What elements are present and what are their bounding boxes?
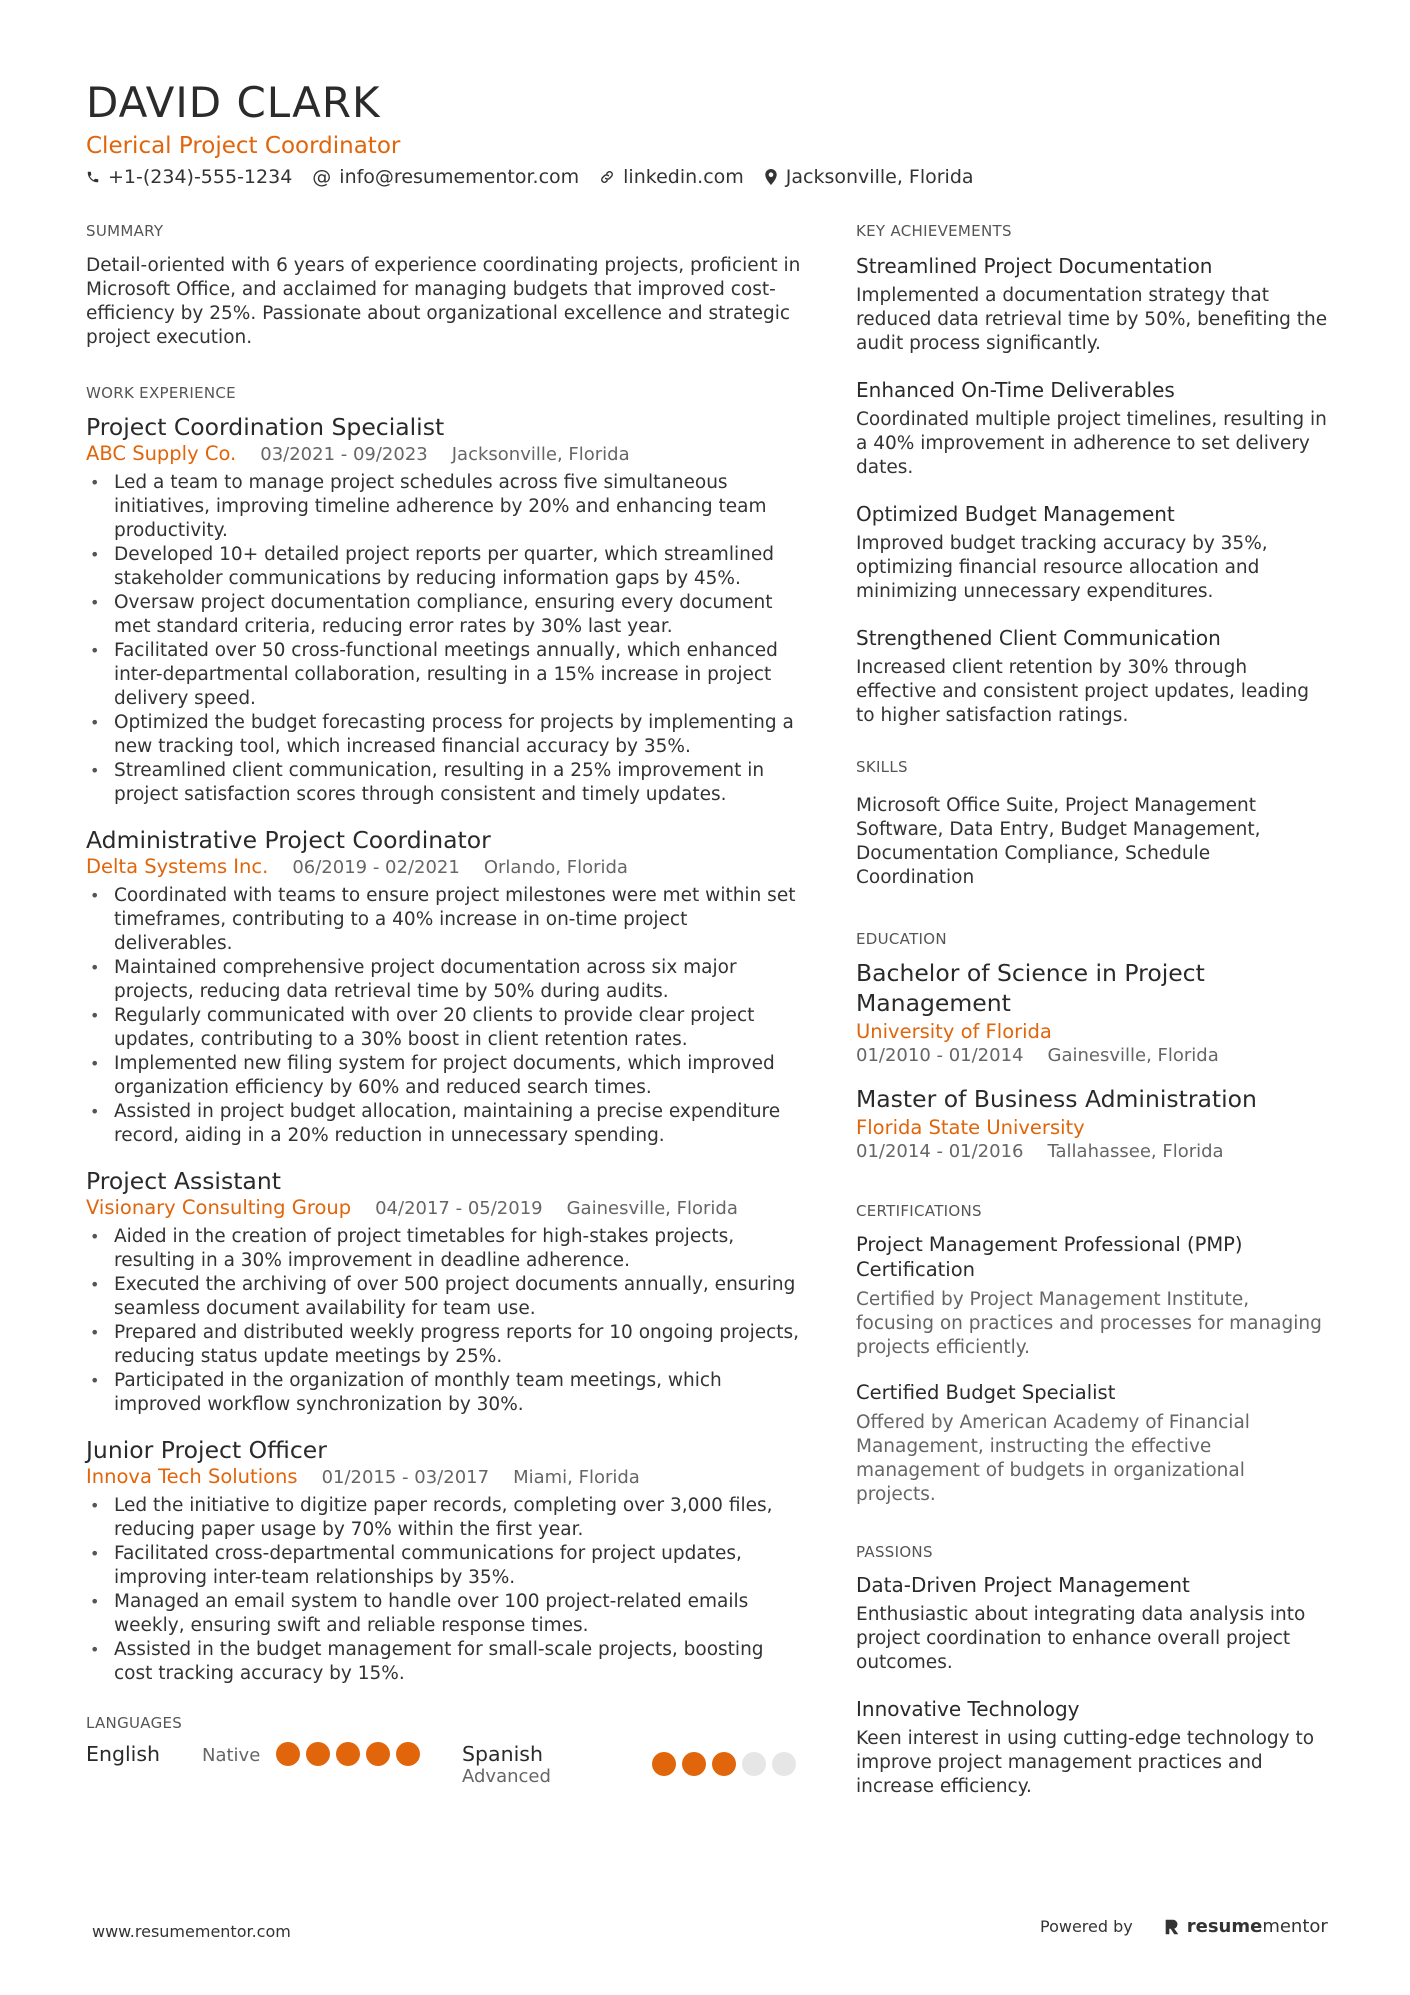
experience-heading: WORK EXPERIENCE (86, 384, 236, 402)
job-title: Junior Project Officer (86, 1436, 327, 1464)
job-entry (86, 1166, 802, 1417)
summary-text: Detail-oriented with 6 years of experience coordinating projects, proficient in Microsoft Office, and acclaimed for managing budgets that improved cost-efficiency by 25%. Passionate about organizational excellence and strategic project execution. (86, 255, 801, 348)
phone-text: +1-(234)-555-1234 (108, 166, 293, 188)
company-name: Delta Systems Inc. (86, 855, 269, 878)
language-level: Native (202, 1745, 261, 1766)
language-name: English (86, 1742, 161, 1766)
brand-bold: resume (1186, 1916, 1263, 1937)
job-meta (86, 1196, 802, 1219)
resumementor-logo-icon (1163, 1918, 1181, 1936)
education-meta (856, 1045, 1330, 1066)
job-location: Gainesville, Florida (566, 1198, 738, 1219)
passions-heading: PASSIONS (856, 1543, 933, 1561)
location-text: Jacksonville, Florida (785, 166, 974, 188)
rating-dot-filled (336, 1742, 360, 1766)
certification-desc: Certified by Project Management Institute, focusing on practices and processes for managing projects efficiently. (856, 1289, 1322, 1358)
certification-title: Project Management Professional (PMP) Certification (856, 1233, 1243, 1281)
language-rating (276, 1742, 426, 1766)
bullet-item: • Facilitated over 50 cross-functional meetings annually, which enhanced inter-departmental collaboration, resulting in a 15% increase in project delivery speed. (86, 639, 802, 711)
education-heading: EDUCATION (856, 930, 947, 948)
bullet-item: • Led the initiative to digitize paper records, completing over 3,000 files, reducing paper usage by 70% within the first year. (86, 1494, 802, 1542)
brand-logo[interactable] (1163, 1916, 1328, 1937)
languages-heading: LANGUAGES (86, 1714, 183, 1732)
rating-dot-filled (712, 1752, 736, 1776)
bullet-item: • Coordinated with teams to ensure project milestones were met within set timeframes, contributing to a 40% increase in on-time project deliverables. (86, 884, 802, 956)
summary-section (86, 222, 802, 350)
certifications-heading: CERTIFICATIONS (856, 1202, 982, 1220)
bullet-item: • Prepared and distributed weekly progress reports for 10 ongoing projects, reducing status update meetings by 25%. (86, 1321, 802, 1369)
left-column (86, 222, 802, 1787)
job-dates: 03/2021 - 09/2023 (260, 444, 428, 465)
achievement-desc: Implemented a documentation strategy that reduced data retrieval time by 50%, benefiting the audit process significantly. (856, 285, 1328, 354)
job-meta (86, 855, 802, 878)
achievement-item (856, 378, 1330, 480)
skills-section (856, 758, 1330, 890)
bullet-item: • Streamlined client communication, resulting in a 25% improvement in project satisfaction scores through consistent and timely updates. (86, 759, 802, 807)
link-icon (599, 169, 615, 185)
achievement-title: Strengthened Client Communication (856, 626, 1221, 650)
company-name: ABC Supply Co. (86, 442, 237, 465)
certification-item (856, 1232, 1330, 1360)
job-bullets (86, 884, 802, 1148)
right-column (856, 222, 1330, 1821)
rating-dot-empty (742, 1752, 766, 1776)
job-bullets (86, 1225, 802, 1417)
brand-rest: mentor (1262, 1916, 1328, 1937)
footer-brand (1040, 1916, 1328, 1937)
degree-name: Master of Business Administration (856, 1085, 1257, 1113)
powered-by-text: Powered by (1040, 1917, 1133, 1936)
education-meta (856, 1141, 1330, 1162)
languages-section (86, 1714, 802, 1787)
bullet-item: • Maintained comprehensive project documentation across six major projects, reducing data retrieval time by 50% during audits. (86, 956, 802, 1004)
job-title: Administrative Project Coordinator (86, 826, 491, 854)
language-item (462, 1742, 802, 1787)
bullet-item: • Assisted in project budget allocation, maintaining a precise expenditure record, aiding in a 20% reduction in unnecessary spending. (86, 1100, 802, 1148)
bullet-item: • Regularly communicated with over 20 clients to provide clear project updates, contributing to a 30% boost in client retention rates. (86, 1004, 802, 1052)
job-list (86, 412, 802, 1686)
school-name: Florida State University (856, 1116, 1085, 1139)
passion-desc: Enthusiastic about integrating data analysis into project coordination to enhance overall project outcomes. (856, 1604, 1306, 1673)
passion-title: Innovative Technology (856, 1697, 1080, 1721)
email-text: info@resumementor.com (339, 166, 580, 188)
certification-list (856, 1232, 1330, 1507)
job-entry (86, 412, 802, 807)
achievement-item (856, 254, 1330, 356)
degree-name: Bachelor of Science in Project Management (856, 959, 1205, 1017)
passion-item (856, 1697, 1330, 1799)
rating-dot-filled (306, 1742, 330, 1766)
contact-email[interactable] (312, 166, 579, 188)
bullet-item: • Assisted in the budget management for small-scale projects, boosting cost tracking accuracy by 15%. (86, 1638, 802, 1686)
achievements-section (856, 222, 1330, 728)
achievement-desc: Increased client retention by 30% through effective and consistent project updates, leading to higher satisfaction ratings. (856, 657, 1309, 726)
footer-website[interactable]: www.resumementor.com (92, 1922, 291, 1941)
rating-dot-empty (772, 1752, 796, 1776)
school-name: University of Florida (856, 1020, 1052, 1043)
job-bullets (86, 471, 802, 807)
language-item (86, 1742, 462, 1766)
at-icon: @ (312, 166, 332, 188)
achievement-item (856, 502, 1330, 604)
contact-linkedin[interactable] (599, 166, 744, 188)
job-dates: 06/2019 - 02/2021 (292, 857, 460, 878)
contact-location (764, 166, 974, 188)
achievement-list (856, 254, 1330, 728)
experience-section (86, 384, 802, 1686)
passion-list (856, 1573, 1330, 1799)
rating-dot-filled (396, 1742, 420, 1766)
language-level: Advanced (462, 1766, 551, 1787)
achievement-item (856, 626, 1330, 728)
company-name: Visionary Consulting Group (86, 1196, 352, 1219)
achievement-title: Enhanced On-Time Deliverables (856, 378, 1175, 402)
passion-desc: Keen interest in using cutting-edge technology to improve project management practices and increase efficiency. (856, 1728, 1315, 1797)
job-title: Project Coordination Specialist (86, 413, 445, 441)
language-rating (652, 1742, 802, 1776)
education-dates: 01/2014 - 01/2016 (856, 1141, 1024, 1162)
candidate-title: Clerical Project Coordinator (86, 133, 401, 159)
passions-section (856, 1543, 1330, 1799)
certification-title: Certified Budget Specialist (856, 1381, 1116, 1404)
job-bullets (86, 1494, 802, 1686)
passion-title: Data-Driven Project Management (856, 1573, 1190, 1597)
bullet-item: • Facilitated cross-departmental communications for project updates, improving inter-team relationships by 35%. (86, 1542, 802, 1590)
job-meta (86, 442, 802, 465)
bullet-item: • Oversaw project documentation compliance, ensuring every document met standard criteria, reducing error rates by 30% last year. (86, 591, 802, 639)
achievement-title: Optimized Budget Management (856, 502, 1175, 526)
achievement-desc: Improved budget tracking accuracy by 35%, optimizing financial resource allocation and minimizing unnecessary expenditures. (856, 533, 1268, 602)
passion-item (856, 1573, 1330, 1675)
phone-icon (86, 170, 100, 184)
education-list (856, 958, 1330, 1162)
rating-dot-filled (366, 1742, 390, 1766)
linkedin-text: linkedin.com (623, 166, 744, 188)
bullet-item: • Led a team to manage project schedules across five simultaneous initiatives, improving timeline adherence by 20% and enhancing team productivity. (86, 471, 802, 543)
job-entry (86, 825, 802, 1148)
bullet-item: • Managed an email system to handle over 100 project-related emails weekly, ensuring swift and reliable response times. (86, 1590, 802, 1638)
certification-item (856, 1380, 1330, 1507)
education-location: Gainesville, Florida (1047, 1045, 1219, 1066)
job-dates: 01/2015 - 03/2017 (321, 1467, 490, 1488)
job-location: Orlando, Florida (483, 857, 628, 878)
skills-text: Microsoft Office Suite, Project Management Software, Data Entry, Budget Management, Documentation Compliance, Schedule Coordination (856, 795, 1261, 888)
bullet-item: • Aided in the creation of project timetables for high-stakes projects, resulting in a 30% improvement in deadline adherence. (86, 1225, 802, 1273)
job-entry (86, 1435, 802, 1686)
job-title: Project Assistant (86, 1167, 281, 1195)
job-meta (86, 1465, 802, 1488)
education-location: Tallahassee, Florida (1047, 1141, 1224, 1162)
bullet-item: • Developed 10+ detailed project reports per quarter, which streamlined stakeholder communications by reducing information gaps by 45%. (86, 543, 802, 591)
candidate-name: DAVID CLARK (86, 78, 381, 127)
language-name: Spanish (462, 1742, 543, 1766)
contact-bar (86, 166, 994, 188)
certifications-section (856, 1202, 1330, 1507)
rating-dot-filled (682, 1752, 706, 1776)
company-name: Innova Tech Solutions (86, 1465, 298, 1488)
education-item (856, 958, 1330, 1066)
rating-dot-filled (652, 1752, 676, 1776)
education-section (856, 930, 1330, 1162)
location-pin-icon (764, 169, 778, 185)
achievement-title: Streamlined Project Documentation (856, 254, 1213, 278)
education-item (856, 1084, 1330, 1162)
summary-heading: SUMMARY (86, 222, 164, 240)
job-location: Jacksonville, Florida (451, 444, 630, 465)
bullet-item: • Executed the archiving of over 500 project documents annually, ensuring seamless document availability for team use. (86, 1273, 802, 1321)
bullet-item: • Optimized the budget forecasting process for projects by implementing a new tracking tool, which increased financial accuracy by 35%. (86, 711, 802, 759)
achievements-heading: KEY ACHIEVEMENTS (856, 222, 1012, 240)
certification-desc: Offered by American Academy of Financial Management, instructing the effective management of budgets in organizational projects. (856, 1412, 1250, 1505)
rating-dot-filled (276, 1742, 300, 1766)
language-list (86, 1742, 802, 1787)
job-dates: 04/2017 - 05/2019 (375, 1198, 543, 1219)
bullet-item: • Participated in the organization of monthly team meetings, which improved workflow synchronization by 30%. (86, 1369, 802, 1417)
bullet-item: • Implemented new filing system for project documents, which improved organization efficiency by 60% and reduced search times. (86, 1052, 802, 1100)
achievement-desc: Coordinated multiple project timelines, resulting in a 40% improvement in adherence to set delivery dates. (856, 409, 1327, 478)
education-dates: 01/2010 - 01/2014 (856, 1045, 1024, 1066)
job-location: Miami, Florida (513, 1467, 640, 1488)
contact-phone[interactable] (86, 166, 292, 188)
skills-heading: SKILLS (856, 758, 908, 776)
